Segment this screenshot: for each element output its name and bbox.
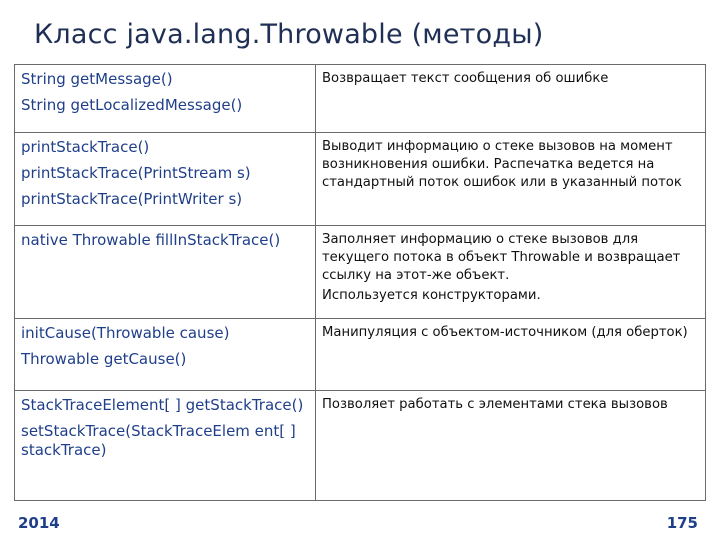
method-description: Используется конструкторами. <box>322 288 541 303</box>
method-description-cell <box>316 65 706 133</box>
method-description-cell <box>316 319 706 391</box>
method-signature: String getLocalizedMessage() <box>21 96 243 114</box>
method-description-cell <box>316 226 706 319</box>
method-description: Возвращает текст сообщения об ошибке <box>322 71 609 86</box>
method-signature-cell <box>15 65 316 133</box>
method-signature: printStackTrace(PrintWriter s) <box>21 190 243 208</box>
slide-title: Класс java.lang.Throwable (методы) <box>34 19 544 50</box>
footer-year: 2014 <box>18 514 60 532</box>
method-signature-cell <box>15 319 316 391</box>
method-description: Выводит информацию о стеке вызовов на момент возникновения ошибки. Распечатка ведется на стандартный поток ошибок или в указанный поток <box>322 139 682 190</box>
method-signature-cell <box>15 133 316 226</box>
method-signature: Throwable getCause() <box>21 350 187 368</box>
methods-table <box>14 64 706 501</box>
method-signature: StackTraceElement[ ] getStackTrace() <box>21 396 304 414</box>
method-description: Заполняет информацию о стеке вызовов для текущего потока в объект Throwable и возвращает ссылку на этот-же объект. <box>322 232 681 283</box>
method-signature: native Throwable fillInStackTrace() <box>21 231 281 249</box>
table-row <box>15 65 706 133</box>
method-signature-cell <box>15 226 316 319</box>
method-signature: printStackTrace(PrintStream s) <box>21 164 251 182</box>
table-row <box>15 391 706 501</box>
method-description: Позволяет работать с элементами стека вызовов <box>322 397 668 412</box>
method-signature: initCause(Throwable cause) <box>21 324 230 342</box>
method-description-cell <box>316 133 706 226</box>
method-signature: printStackTrace() <box>21 138 150 156</box>
table-row <box>15 133 706 226</box>
page-number: 175 <box>666 514 698 532</box>
method-description: Манипуляция с объектом-источником (для оберток) <box>322 325 688 340</box>
method-signature: String getMessage() <box>21 70 173 88</box>
table-row <box>15 319 706 391</box>
method-description-cell <box>316 391 706 501</box>
method-signature-cell <box>15 391 316 501</box>
table-row <box>15 226 706 319</box>
method-signature: setStackTrace(StackTraceElem ent[ ] stackTrace) <box>21 422 296 459</box>
